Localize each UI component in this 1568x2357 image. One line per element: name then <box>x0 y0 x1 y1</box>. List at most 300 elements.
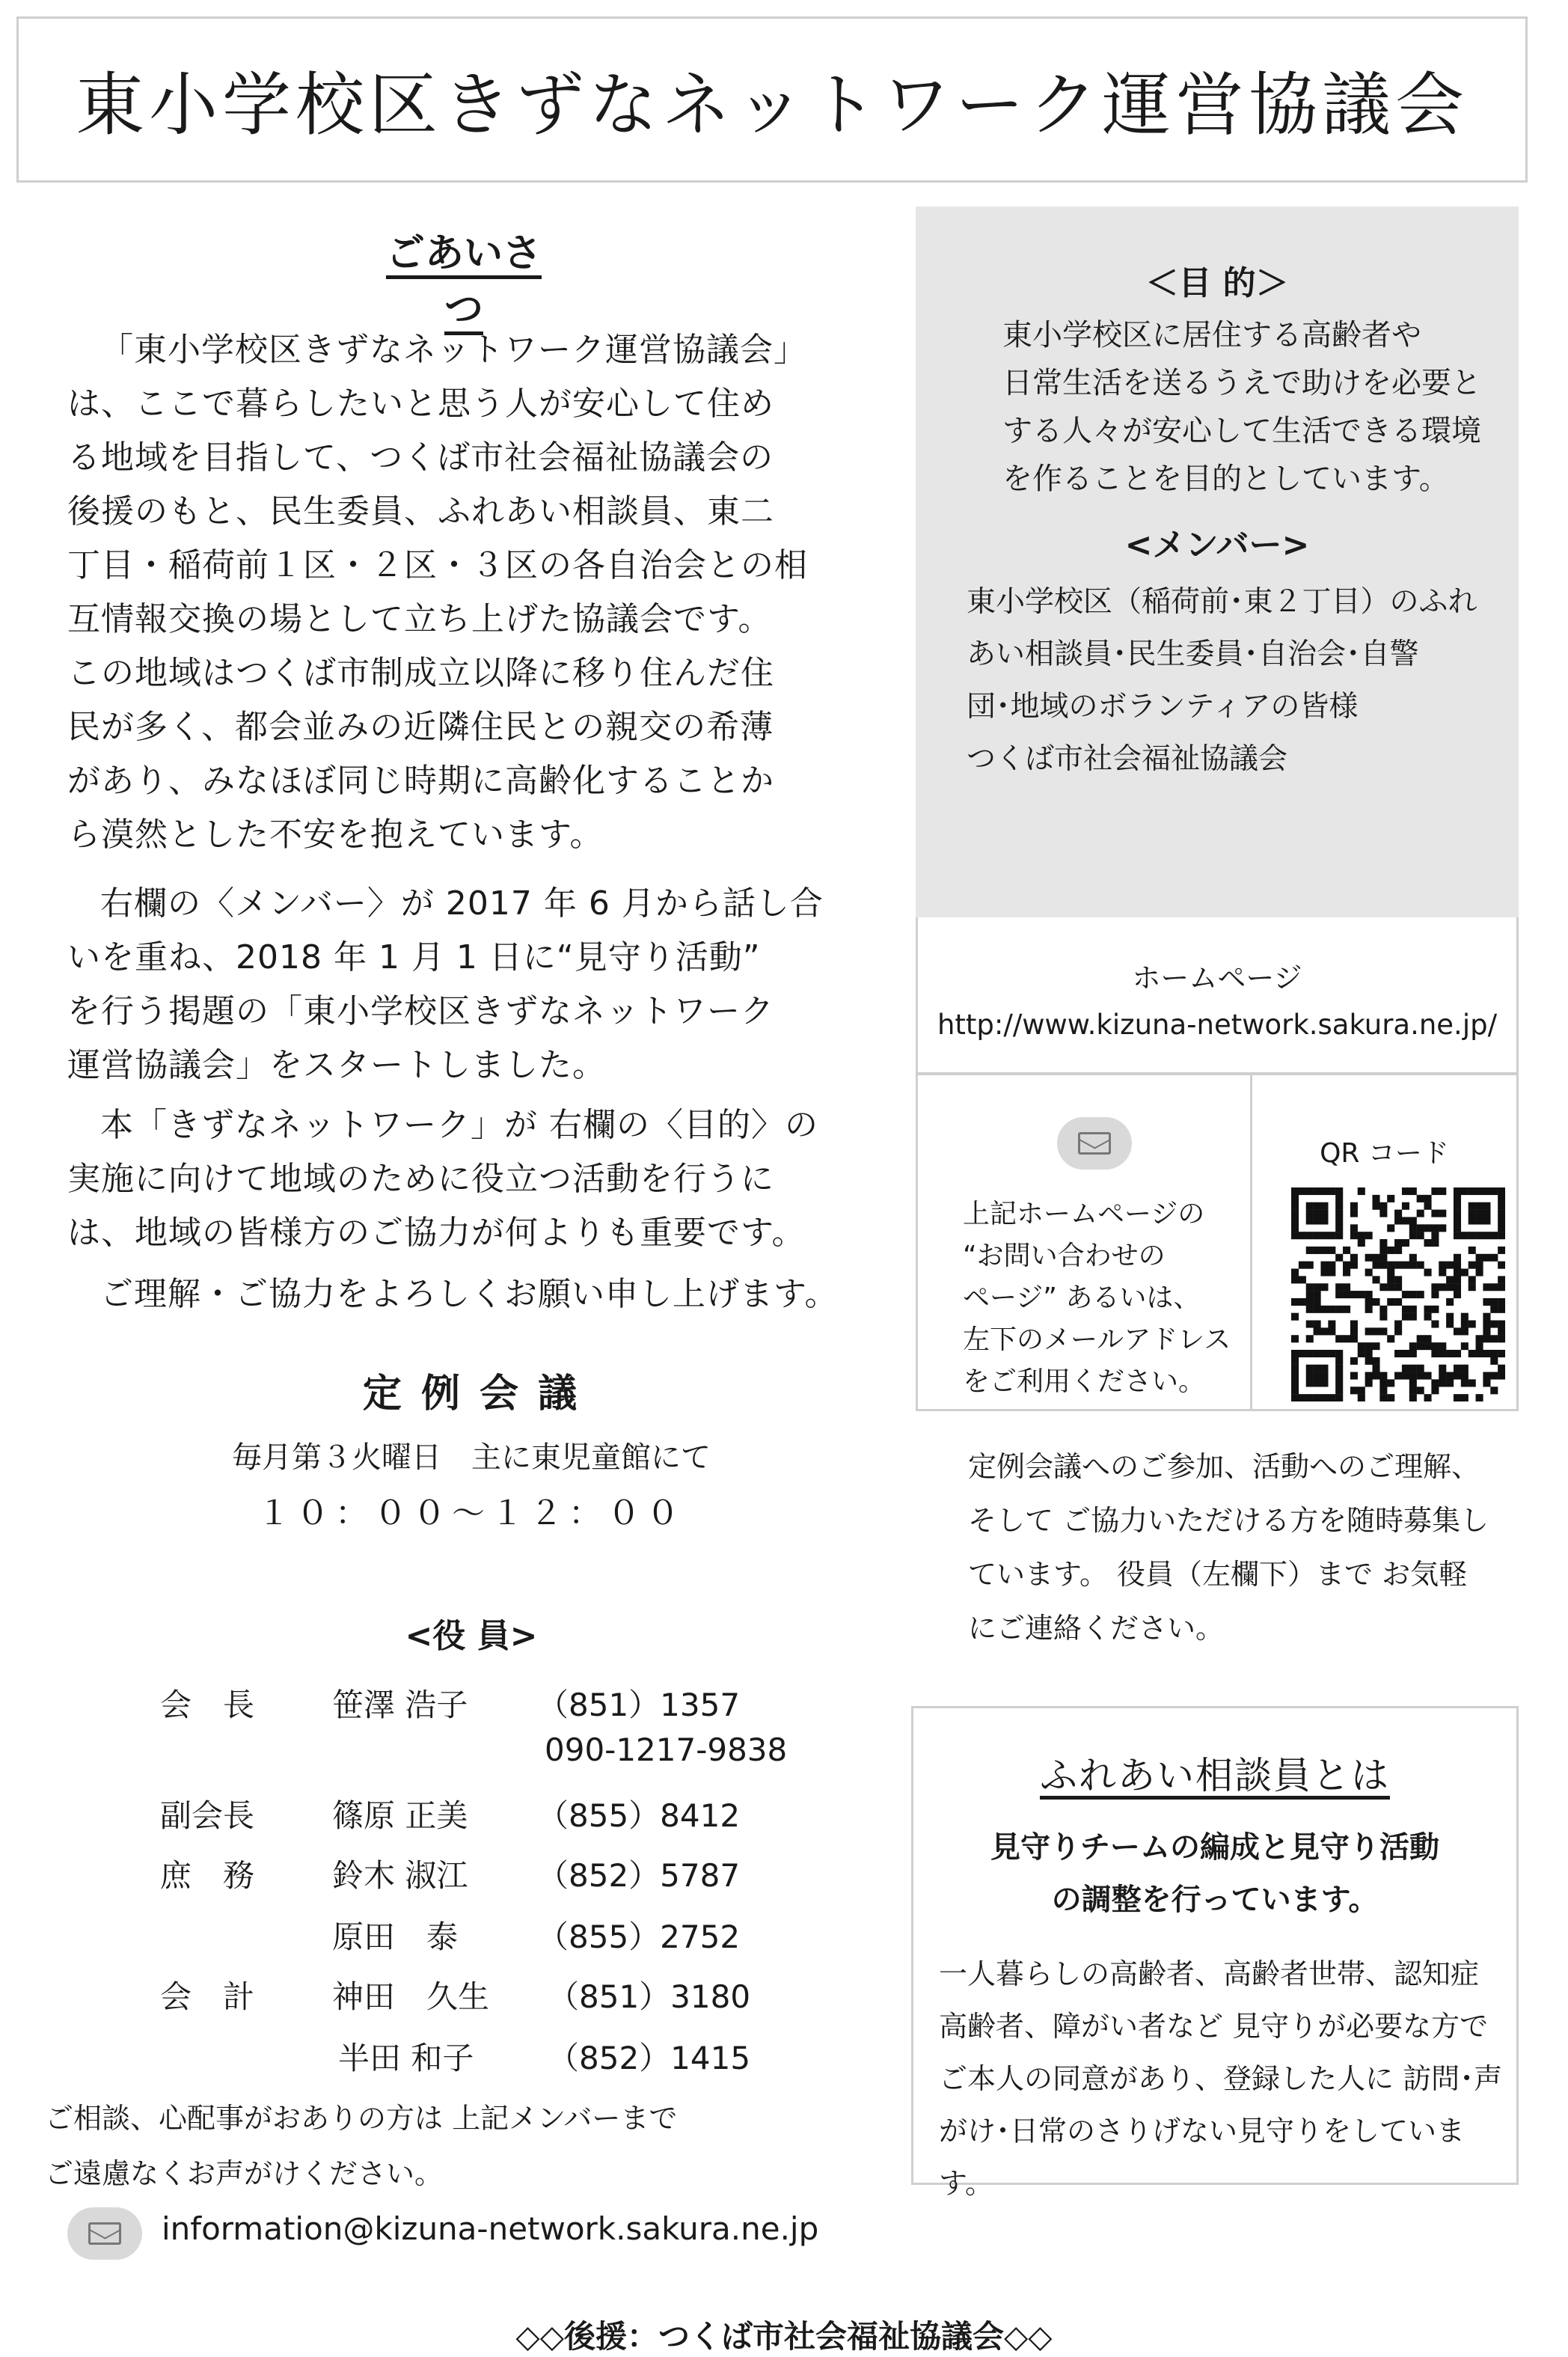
qr-module <box>1483 1313 1490 1321</box>
qr-module <box>1498 1372 1505 1380</box>
qr-module <box>1335 1283 1343 1291</box>
qr-module <box>1335 1365 1343 1372</box>
qr-module <box>1454 1262 1461 1269</box>
qr-module <box>1483 1217 1490 1224</box>
greeting-line: を行う掲題の「東小学校区きずなネットワーク <box>67 992 774 1030</box>
fureai-heading-wrap <box>913 1746 1516 1800</box>
qr-module <box>1306 1335 1314 1342</box>
qr-module <box>1358 1394 1365 1401</box>
qr-module <box>1483 1283 1490 1291</box>
qr-module <box>1409 1306 1417 1313</box>
qr-module <box>1343 1247 1350 1254</box>
qr-module <box>1417 1342 1424 1350</box>
qr-module <box>1446 1372 1454 1380</box>
qr-module <box>1498 1276 1505 1283</box>
qr-module <box>1476 1210 1483 1217</box>
qr-module <box>1454 1254 1461 1262</box>
qr-module <box>1454 1350 1461 1357</box>
qr-module <box>1306 1247 1314 1254</box>
qr-module <box>1350 1210 1358 1217</box>
qr-module <box>1469 1217 1476 1224</box>
qr-module <box>1409 1342 1417 1350</box>
qr-module <box>1490 1187 1498 1195</box>
qr-module <box>1291 1387 1299 1394</box>
qr-module <box>1320 1232 1328 1239</box>
qr-module <box>1394 1321 1402 1328</box>
qr-module <box>1446 1379 1454 1387</box>
qr-module <box>1335 1394 1343 1401</box>
qr-module <box>1446 1276 1454 1283</box>
qr-module <box>1483 1254 1490 1262</box>
qr-module <box>1343 1306 1350 1313</box>
qr-code[interactable] <box>1291 1187 1505 1401</box>
officer-role: 副会長 <box>160 1797 255 1834</box>
qr-module <box>1394 1350 1402 1357</box>
qr-module <box>1306 1365 1314 1372</box>
qr-module <box>1328 1327 1335 1335</box>
qr-module <box>1358 1291 1365 1298</box>
qr-module <box>1417 1335 1424 1342</box>
qr-module <box>1402 1350 1409 1357</box>
qr-module <box>1350 1232 1358 1239</box>
qr-module <box>1291 1276 1299 1283</box>
qr-module <box>1409 1394 1417 1401</box>
qr-module <box>1461 1327 1469 1335</box>
qr-module <box>1490 1372 1498 1380</box>
qr-module <box>1328 1232 1335 1239</box>
qr-module <box>1454 1394 1461 1401</box>
qr-module <box>1446 1321 1454 1328</box>
contact-line: 上記ホームページの <box>963 1199 1205 1229</box>
qr-module <box>1394 1217 1402 1224</box>
qr-module <box>1320 1262 1328 1269</box>
homepage-label: ホームページ <box>1132 962 1302 994</box>
qr-module <box>1335 1350 1343 1357</box>
qr-module <box>1498 1306 1505 1313</box>
qr-module <box>1314 1232 1321 1239</box>
qr-module <box>1490 1335 1498 1342</box>
qr-module <box>1417 1195 1424 1202</box>
contact-line: 左下のメールアドレス <box>963 1324 1231 1355</box>
greeting-paragraph-2 <box>67 877 875 1092</box>
qr-module <box>1335 1291 1343 1298</box>
officer-name: 半田 和子 <box>338 2040 474 2076</box>
qr-module <box>1365 1350 1373 1357</box>
qr-module <box>1454 1187 1461 1195</box>
qr-module <box>1469 1187 1476 1195</box>
fureai-line: 一人暮らしの高齢者、高齢者世帯、認知症 <box>939 1957 1480 1990</box>
qr-module <box>1490 1387 1498 1394</box>
qr-module <box>1431 1350 1439 1357</box>
purpose-text <box>1002 311 1511 503</box>
qr-module <box>1335 1379 1343 1387</box>
qr-module <box>1417 1387 1424 1394</box>
qr-module <box>1469 1350 1476 1357</box>
qr-module <box>1314 1306 1321 1313</box>
purpose-heading: ＜目 的＞ <box>1145 264 1289 302</box>
qr-module <box>1335 1372 1343 1380</box>
qr-module <box>1314 1217 1321 1224</box>
officer-name: 原田 泰 <box>332 1919 459 1955</box>
qr-module <box>1299 1276 1306 1283</box>
qr-module <box>1417 1232 1424 1239</box>
qr-module <box>1350 1387 1358 1394</box>
greeting-line: る地域を目指して、つくば市社会福祉協議会の <box>67 438 774 477</box>
qr-module <box>1314 1321 1321 1328</box>
qr-module <box>1320 1306 1328 1313</box>
qr-module <box>1424 1342 1432 1350</box>
qr-module <box>1350 1372 1358 1380</box>
qr-module <box>1291 1210 1299 1217</box>
qr-module <box>1439 1268 1446 1276</box>
qr-module <box>1379 1327 1387 1335</box>
officer-phone: （855）2752 <box>537 1919 741 1955</box>
qr-module <box>1498 1224 1505 1232</box>
qr-module <box>1476 1232 1483 1239</box>
qr-module <box>1431 1232 1439 1239</box>
greeting-line: ご理解・ご協力をよろしくお願い申し上げます。 <box>100 1275 839 1313</box>
qr-module <box>1439 1342 1446 1350</box>
greeting-line: 後援のもと、民生委員、ふれあい相談員、東二 <box>67 492 774 531</box>
qr-module <box>1299 1394 1306 1401</box>
qr-module <box>1314 1187 1321 1195</box>
qr-module <box>1490 1254 1498 1262</box>
page-title: 東小学校区きずなネットワーク運営協議会 <box>75 65 1469 145</box>
qr-module <box>1379 1387 1387 1394</box>
qr-module <box>1461 1232 1469 1239</box>
qr-module <box>1379 1313 1387 1321</box>
officers-note-2: ご遠慮なくお声がけください。 <box>45 2157 444 2190</box>
greeting-line: いを重ね、2018 年 1 月 1 日に“見守り活動” <box>67 938 761 976</box>
qr-module <box>1469 1210 1476 1217</box>
qr-module <box>1490 1350 1498 1357</box>
qr-module <box>1328 1350 1335 1357</box>
officer-role: 会 計 <box>160 1978 255 2015</box>
recruit-line: ています。 役員（左欄下）まで お気軽 <box>968 1558 1468 1591</box>
qr-module <box>1476 1350 1483 1357</box>
qr-module <box>1291 1202 1299 1210</box>
greeting-line: 丁目・稲荷前１区・２区・３区の各自治会との相 <box>67 546 808 584</box>
qr-module <box>1394 1283 1402 1291</box>
qr-module <box>1314 1283 1321 1291</box>
qr-module <box>1387 1276 1394 1283</box>
qr-module <box>1498 1202 1505 1210</box>
qr-module <box>1402 1291 1409 1298</box>
qr-module <box>1320 1372 1328 1380</box>
qr-module <box>1306 1262 1314 1269</box>
qr-module <box>1498 1217 1505 1224</box>
qr-module <box>1320 1202 1328 1210</box>
fureai-sub-1: 見守りチームの編成と見守り活動 <box>990 1830 1439 1865</box>
qr-module <box>1358 1342 1365 1350</box>
qr-module <box>1358 1232 1365 1239</box>
qr-module <box>1358 1187 1365 1195</box>
qr-module <box>1291 1350 1299 1357</box>
qr-module <box>1409 1224 1417 1232</box>
qr-module <box>1379 1239 1387 1247</box>
officer-name: 篠原 正美 <box>332 1797 468 1834</box>
qr-module <box>1469 1247 1476 1254</box>
qr-module <box>1320 1365 1328 1372</box>
footer-sponsor: ◇◇後援：つくば市社会福祉協議会◇◇ <box>515 2318 1053 2355</box>
qr-module <box>1431 1387 1439 1394</box>
qr-module <box>1446 1350 1454 1357</box>
qr-module <box>1483 1187 1490 1195</box>
recruit-line: 定例会議へのご参加、活動へのご理解、 <box>968 1450 1480 1483</box>
greeting-line: があり、みなほぼ同じ時期に高齢化することか <box>67 762 774 800</box>
qr-module <box>1372 1357 1379 1365</box>
officer-phone: （855）8412 <box>537 1797 741 1834</box>
qr-module <box>1424 1268 1432 1276</box>
greeting-line: 民が多く、都会並みの近隣住民との親交の希薄 <box>67 708 774 746</box>
qr-module <box>1498 1365 1505 1372</box>
qr-module <box>1431 1187 1439 1195</box>
qr-module <box>1291 1379 1299 1387</box>
qr-module <box>1469 1321 1476 1328</box>
qr-module <box>1498 1187 1505 1195</box>
purpose-panel <box>916 207 1519 917</box>
greeting-paragraph-3 <box>67 1098 875 1260</box>
greeting-line: 右欄の〈メンバー〉が 2017 年 6 月から話し合 <box>100 884 824 923</box>
qr-module <box>1409 1187 1417 1195</box>
qr-module <box>1320 1283 1328 1291</box>
qr-module <box>1402 1365 1409 1372</box>
qr-module <box>1328 1262 1335 1269</box>
officer-phone: （852）5787 <box>537 1857 741 1894</box>
qr-module <box>1291 1217 1299 1224</box>
fureai-box <box>911 1706 1519 2200</box>
qr-module <box>1350 1262 1358 1269</box>
qr-module <box>1314 1394 1321 1401</box>
qr-module <box>1328 1394 1335 1401</box>
qr-module <box>1379 1379 1387 1387</box>
qr-module <box>1394 1276 1402 1283</box>
homepage-url[interactable]: http://www.kizuna-network.sakura.ne.jp/ <box>937 1009 1498 1041</box>
qr-module <box>1343 1335 1350 1342</box>
officer-phone: （851）3180 <box>548 1978 751 2015</box>
qr-module <box>1431 1291 1439 1298</box>
qr-module <box>1461 1313 1469 1321</box>
qr-module <box>1424 1394 1432 1401</box>
qr-module <box>1498 1298 1505 1306</box>
qr-module <box>1476 1254 1483 1262</box>
qr-module <box>1469 1276 1476 1283</box>
qr-module <box>1409 1217 1417 1224</box>
qr-module <box>1454 1372 1461 1380</box>
qr-module <box>1350 1202 1358 1210</box>
qr-module <box>1306 1291 1314 1298</box>
qr-module <box>1291 1394 1299 1401</box>
qr-module <box>1431 1342 1439 1350</box>
qr-module <box>1306 1202 1314 1210</box>
qr-module <box>1372 1254 1379 1262</box>
qr-module <box>1306 1350 1314 1357</box>
qr-module <box>1372 1342 1379 1350</box>
greeting-line: は、ここで暮らしたいと思う人が安心して住め <box>67 385 774 423</box>
qr-module <box>1314 1350 1321 1357</box>
greeting-line: 「東小学校区きずなネットワーク運営協議会」 <box>100 331 807 369</box>
qr-module <box>1483 1327 1490 1335</box>
members-line: つくば市社会福祉協議会 <box>967 742 1288 776</box>
qr-module <box>1402 1372 1409 1380</box>
qr-module <box>1365 1268 1373 1276</box>
qr-module <box>1387 1394 1394 1401</box>
contact-line: をご利用ください。 <box>963 1366 1206 1397</box>
qr-module <box>1372 1365 1379 1372</box>
fureai-line: がけ･日常のさりげない見守りをしています。 <box>939 2115 1466 2200</box>
qr-module <box>1446 1283 1454 1291</box>
qr-module <box>1394 1239 1402 1247</box>
qr-module <box>1476 1262 1483 1269</box>
qr-module <box>1439 1262 1446 1269</box>
qr-module <box>1490 1232 1498 1239</box>
qr-module <box>1417 1372 1424 1380</box>
qr-module <box>1402 1262 1409 1269</box>
qr-module <box>1299 1187 1306 1195</box>
qr-module <box>1476 1394 1483 1401</box>
qr-module <box>1454 1365 1461 1372</box>
qr-module <box>1306 1306 1314 1313</box>
qr-module <box>1314 1372 1321 1380</box>
qr-module <box>1424 1202 1432 1210</box>
qr-module <box>1483 1232 1490 1239</box>
qr-module <box>1291 1357 1299 1365</box>
qr-module <box>1291 1268 1299 1276</box>
qr-module <box>1335 1306 1343 1313</box>
qr-module <box>1387 1298 1394 1306</box>
qr-module <box>1461 1187 1469 1195</box>
qr-module <box>1387 1335 1394 1342</box>
qr-module <box>1498 1210 1505 1217</box>
qr-module <box>1365 1372 1373 1380</box>
mail-icon <box>67 2207 142 2260</box>
qr-module <box>1490 1283 1498 1291</box>
qr-module <box>1409 1379 1417 1387</box>
greeting-line: は、地域の皆様方のご協力が何よりも重要です。 <box>67 1214 806 1252</box>
qr-module <box>1498 1232 1505 1239</box>
qr-module <box>1454 1217 1461 1224</box>
qr-module <box>1431 1283 1439 1291</box>
qr-module <box>1350 1327 1358 1335</box>
qr-module <box>1350 1335 1358 1342</box>
qr-module <box>1314 1210 1321 1217</box>
qr-module <box>1469 1202 1476 1210</box>
qr-module <box>1314 1298 1321 1306</box>
qr-module <box>1483 1350 1490 1357</box>
qr-module <box>1365 1254 1373 1262</box>
qr-module <box>1469 1283 1476 1291</box>
qr-module <box>1335 1195 1343 1202</box>
qr-module <box>1476 1217 1483 1224</box>
qr-module <box>1299 1262 1306 1269</box>
meeting-heading: 定 例 会 議 <box>362 1372 581 1416</box>
qr-module <box>1476 1202 1483 1210</box>
qr-module <box>1328 1321 1335 1328</box>
qr-module <box>1299 1350 1306 1357</box>
qr-module <box>1454 1195 1461 1202</box>
email-address[interactable]: information@kizuna-network.sakura.ne.jp <box>162 2210 819 2247</box>
officer-name: 笹澤 浩子 <box>332 1687 468 1723</box>
qr-module <box>1320 1350 1328 1357</box>
qr-module <box>1379 1394 1387 1401</box>
qr-module <box>1402 1217 1409 1224</box>
qr-module <box>1306 1394 1314 1401</box>
officer-name: 鈴木 淑江 <box>332 1857 468 1894</box>
qr-module <box>1306 1321 1314 1328</box>
qr-module <box>1328 1268 1335 1276</box>
qr-module <box>1343 1262 1350 1269</box>
qr-module <box>1394 1372 1402 1380</box>
qr-module <box>1320 1247 1328 1254</box>
mail-icon <box>1057 1117 1132 1170</box>
officer-phone: 090-1217-9838 <box>545 1731 788 1768</box>
qr-module <box>1409 1365 1417 1372</box>
qr-module <box>1379 1247 1387 1254</box>
qr-module <box>1402 1239 1409 1247</box>
qr-module <box>1498 1327 1505 1335</box>
contact-box <box>916 1073 1252 1411</box>
qr-module <box>1476 1335 1483 1342</box>
qr-module <box>1314 1202 1321 1210</box>
qr-module <box>1365 1327 1373 1335</box>
qr-module <box>1335 1217 1343 1224</box>
qr-module <box>1409 1350 1417 1357</box>
qr-module <box>1372 1372 1379 1380</box>
qr-module <box>1394 1247 1402 1254</box>
qr-module <box>1439 1379 1446 1387</box>
qr-module <box>1490 1357 1498 1365</box>
purpose-line: する人々が安心して生活できる環境 <box>1002 414 1481 448</box>
qr-module <box>1424 1195 1432 1202</box>
members-line: 団･地域のボランティアの皆様 <box>967 690 1359 724</box>
qr-module <box>1335 1224 1343 1232</box>
qr-module <box>1483 1210 1490 1217</box>
qr-module <box>1335 1335 1343 1342</box>
qr-module <box>1365 1379 1373 1387</box>
qr-module <box>1328 1187 1335 1195</box>
qr-module <box>1490 1306 1498 1313</box>
qr-module <box>1306 1372 1314 1380</box>
qr-module <box>1306 1210 1314 1217</box>
qr-module <box>1365 1357 1373 1365</box>
qr-module <box>1343 1268 1350 1276</box>
qr-module <box>1387 1247 1394 1254</box>
qr-module <box>1446 1313 1454 1321</box>
qr-module <box>1439 1224 1446 1232</box>
qr-module <box>1483 1202 1490 1210</box>
fureai-text <box>939 1948 1516 2210</box>
qr-module <box>1498 1350 1505 1357</box>
qr-module <box>1483 1372 1490 1380</box>
qr-module <box>1387 1283 1394 1291</box>
qr-module <box>1483 1321 1490 1328</box>
qr-module <box>1483 1379 1490 1387</box>
qr-module <box>1439 1350 1446 1357</box>
qr-module <box>1291 1335 1299 1342</box>
qr-module <box>1498 1335 1505 1342</box>
qr-module <box>1358 1239 1365 1247</box>
qr-module <box>1498 1262 1505 1269</box>
qr-module <box>1394 1210 1402 1217</box>
greeting-line: この地域はつくば市制成立以降に移り住んだ住 <box>67 654 774 692</box>
qr-module <box>1476 1187 1483 1195</box>
qr-module <box>1372 1262 1379 1269</box>
qr-module <box>1350 1291 1358 1298</box>
purpose-line: 東小学校区に居住する高齢者や <box>1002 318 1421 352</box>
qr-module <box>1335 1210 1343 1217</box>
purpose-line: を作ることを目的としています。 <box>1002 462 1449 496</box>
qr-module <box>1469 1262 1476 1269</box>
